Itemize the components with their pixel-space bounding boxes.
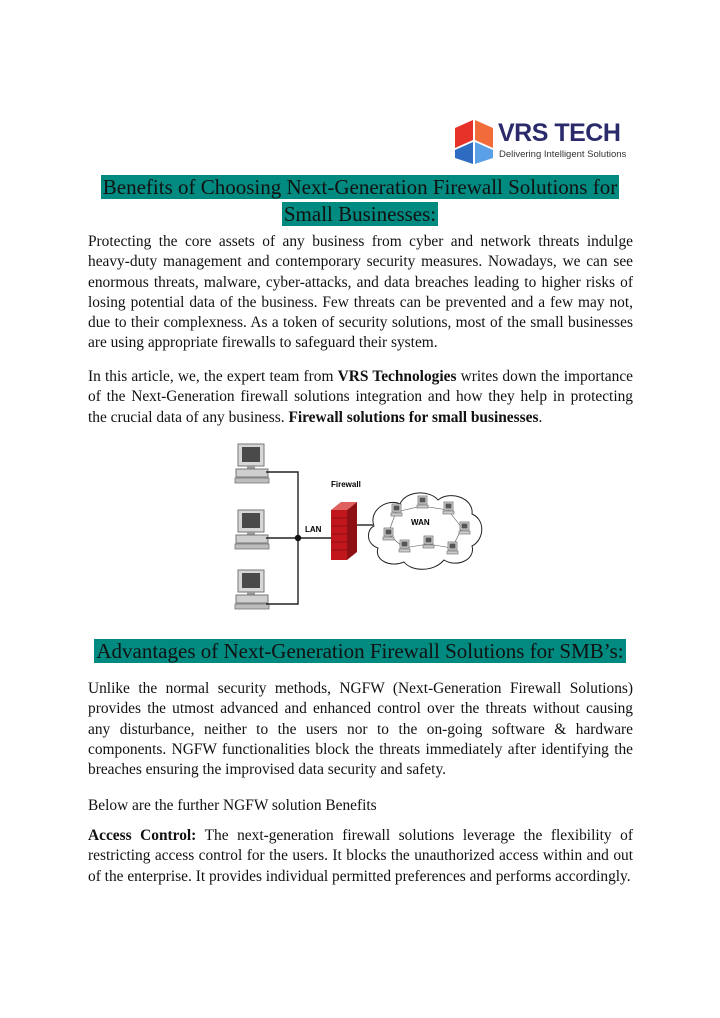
lan-junction xyxy=(295,535,301,541)
access-control-paragraph: Access Control: The next-generation firewall solutions leverage the flexibility of restricting access control for the users. It blocks the unauthorized access within and out of the enterprise. It provides individual permitted preferences and performs accordingly. xyxy=(88,827,633,885)
logo-tagline: Delivering Intelligent Solutions xyxy=(499,149,627,160)
heading-2: Advantages of Next-Generation Firewall Solutions for SMB’s: xyxy=(96,639,624,663)
vrs-tech-logo xyxy=(453,118,628,166)
network-diagram xyxy=(228,440,496,618)
computer-icon xyxy=(235,510,269,549)
heading-1-line-2: Small Businesses: xyxy=(283,202,437,226)
firewall-icon xyxy=(331,502,357,560)
access-control-label: Access Control: xyxy=(88,827,197,844)
firewall-label: Firewall xyxy=(331,480,361,489)
ngfw-paragraph: Unlike the normal security methods, NGFW (Next-Generation Firewall Solutions) provides the utmost advanced and enhanced control over the threats without causing any disturbance, neither to the users nor to the on-going software & hardware components. NGFW functionalities block the threats immediately after identifying the breaches ensuring the improvised data security and safety. xyxy=(88,680,633,779)
intro-paragraph: Protecting the core assets of any business from cyber and network threats indulge heavy-duty management and contemporary security measures. Nowadays, we can see enormous threats, malware, cyber-attacks, and data breaches leading to higher risks of losing potential data of the business. Few threats can be prevented and a few may not, due to their complexness. As a token of security solutions, most of the small businesses are using appropriate firewalls to safeguard their system. xyxy=(88,233,633,352)
wan-node-icon xyxy=(443,502,454,514)
computer-icon xyxy=(235,570,269,609)
wan-label: WAN xyxy=(411,518,430,527)
wan-node-icon xyxy=(391,504,402,516)
company-name: VRS Technologies xyxy=(337,368,457,385)
logo-name: VRS TECH xyxy=(498,119,621,147)
firewall-solutions-link[interactable]: Firewall solutions for small businesses xyxy=(288,408,539,426)
wan-node-icon xyxy=(447,542,458,554)
computer-icon xyxy=(235,444,269,483)
article-paragraph: In this article, we, the expert team from VRS Technologies writes down the importance of the Next-Generation firewall solutions integration and how they help in protecting the crucial data of any business. Firewall solutions for small businesses. xyxy=(88,368,633,426)
heading-1-line-1: Benefits of Choosing Next-Generation Firewall Solutions for xyxy=(102,175,618,199)
wan-node-icon xyxy=(383,528,394,540)
logo-mark-icon xyxy=(453,118,495,166)
benefits-intro: Below are the further NGFW solution Benefits xyxy=(88,797,377,814)
wan-node-icon xyxy=(417,496,428,508)
wan-node-icon xyxy=(423,536,434,548)
lan-label: LAN xyxy=(305,525,322,534)
wan-node-icon xyxy=(399,540,410,552)
wan-node-icon xyxy=(459,522,470,534)
